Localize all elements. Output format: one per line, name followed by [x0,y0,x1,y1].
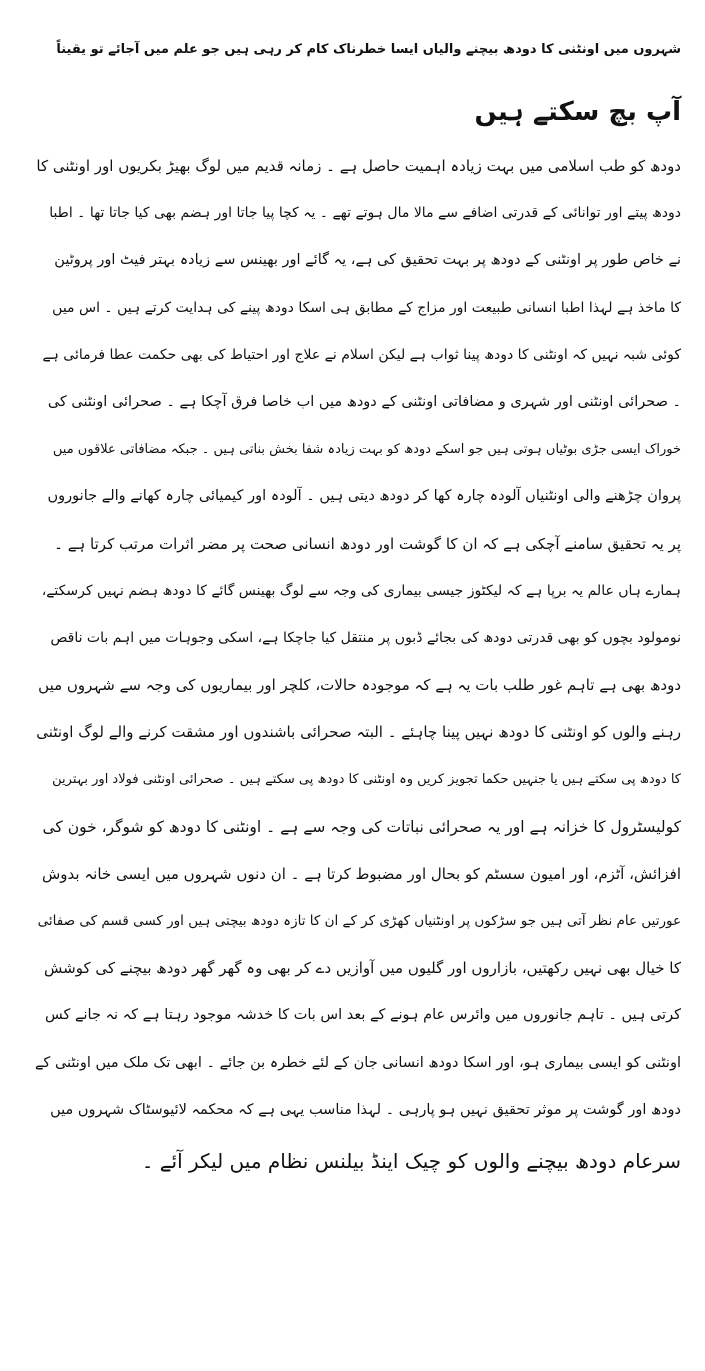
body-line: کرتی ہیں ۔ تاہم جانوروں میں وائرس عام ہونے کے بعد اس بات کا خدشہ موجود رہتا ہے کہ نہ جانے کس [45,1007,681,1024]
body-line: کا دودھ پی سکتے ہیں یا جنہیں حکما تجویز کریں وہ اونٹنی کا دودھ پی سکتے ہیں ۔ صحرائی اونٹنی فولاد اور بہترین [52,772,681,788]
body-line: پر یہ تحقیق سامنے آچکی ہے کہ ان کا گوشت اور دودھ انسانی صحت پر مضر اثرات مرتب کرتا ہے ۔ [54,534,681,553]
body-line: افزائش، آٹزم، اور امیون سسٹم کو بحال اور مضبوط کرتا ہے ۔ ان دنوں شہروں میں ایسی خانہ بدوش [41,864,681,883]
body-line: نومولود بچوں کو بھی قدرتی دودھ کی بجائے ڈبوں پر منتقل کیا جاچکا ہے، اسکی وجوہات میں اہم بات ناقص [50,629,681,646]
article-title-line: آپ بچ سکتے ہیں [474,97,681,127]
article-body [34,143,681,1185]
body-line: عورتیں عام نظر آتی ہیں جو سڑکوں پر اونٹنیاں کھڑی کر کے ان کا تازہ دودھ بیچتی ہیں اور کسی قسم کی صفائی [37,913,681,929]
body-line: دودھ کو طب اسلامی میں بہت زیادہ اہمیت حاصل ہے ۔ زمانہ قدیم میں لوگ بھیڑ بکریوں اور اونٹنی کا [36,157,681,175]
body-line: کوئی شبہ نہیں کہ اونٹنی کا دودھ پینا ثواب ہے لیکن اسلام نے علاج اور احتیاط کی بھی حکمت عطا فرمائی ہے [42,346,681,363]
body-line: کا خیال بھی نہیں رکھتیں، بازاروں اور گلیوں میں آوازیں دے کر بھی وہ گھر گھر دودھ بیچنے کی کوشش [44,959,681,978]
article-title-line: شہروں میں اونٹنی کا دودھ بیچنے والیاں ایسا خطرناک کام کر رہی ہیں جو علم میں آجائے تو یقیناً [56,42,681,57]
body-line: دودھ بھی ہے تاہم غور طلب بات یہ ہے کہ موجودہ حالات، کلچر اور بیماریوں کی وجہ سے شہروں میں [38,676,681,695]
body-line: ۔ صحرائی اونٹنی اور شہری و مضافاتی اونٹنی کے دودھ میں اب خاصا فرق آچکا ہے ۔ صحرائی اونٹنی کی [47,393,681,410]
article-title [34,14,681,143]
body-line: اونٹنی کو ایسی بیماری ہو، اور اسکا دودھ انسانی جان کے لئے خطرہ بن جائے ۔ ابھی تک ملک میں اونٹنی کے [34,1054,681,1071]
body-line: دودھ پیتے اور توانائی کے قدرتی اضافے سے مالا مال ہوتے تھے ۔ یہ کچا پیا جاتا اور ہضم بھی کیا جاتا تھا ۔ اطبا [49,205,681,222]
body-line: سرعام دودھ بیچنے والوں کو چیک اینڈ بیلنس نظام میں لیکر آئے ۔ [141,1148,681,1173]
body-line: دودھ اور گوشت پر موثر تحقیق نہیں ہو پارہی ۔ لہذا مناسب یہی ہے کہ محکمہ لائیوسٹاک شہروں میں [50,1101,681,1118]
body-line: کا ماخذ ہے لہذا اطبا انسانی طبیعت اور مزاج کے مطابق ہی اسکا دودھ پینے کی ہدایت کرتے ہیں ۔ اس میں [52,299,681,316]
body-line: رہنے والوں کو اونٹنی کا دودھ نہیں پینا چاہئے ۔ البتہ صحرائی باشندوں اور مشقت کرنے والے لوگ اونٹنی [36,723,681,742]
body-line: ہمارے ہاں عالم یہ برپا ہے کہ لیکٹوز جیسی بیماری کی وجہ سے لوگ بھینس گائے کا دودھ ہضم نہیں کرسکتے، [41,582,681,599]
body-line: خوراک ایسی جڑی بوٹیاں ہوتی ہیں جو اسکے دودھ کو بہت زیادہ شفا بخش بناتی ہیں ۔ جبکہ مضافاتی علاقوں میں [52,442,681,458]
body-line: نے خاص طور پر اونٹنی کے دودھ پر بہت تحقیق کی ہے، یہ گائے اور بھینس سے زیادہ بہتر فیٹ اور پروٹین [54,252,681,269]
body-line: کولیسٹرول کا خزانہ ہے اور یہ صحرائی نباتات کی وجہ سے ہے ۔ اونٹنی کا دودھ کو شوگر، خون کی [42,817,681,836]
body-line: پروان چڑھنے والی اونٹنیاں آلودہ چارہ کھا کر دودھ دیتی ہیں ۔ آلودہ اور کیمیائی چارہ کھانے والے جانوروں [47,488,681,505]
